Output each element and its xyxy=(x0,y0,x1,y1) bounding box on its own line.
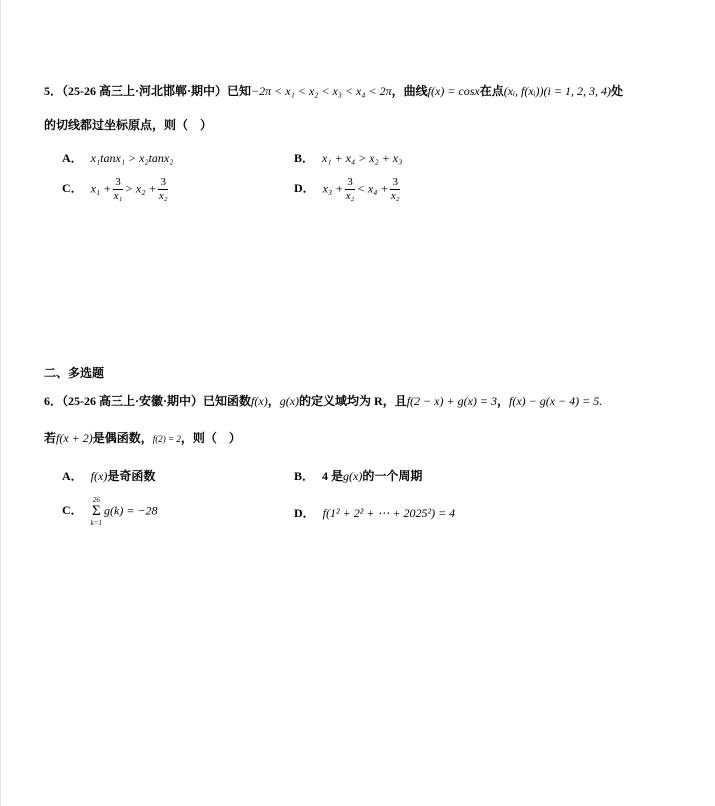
q6-text: ， xyxy=(267,394,280,408)
fraction-denominator: x₂ xyxy=(345,190,355,202)
q6-option-c[interactable] xyxy=(62,496,158,527)
option-text: 是奇函数 xyxy=(107,469,156,483)
option-label: B． xyxy=(294,469,315,483)
q6-text: ， xyxy=(496,394,509,408)
option-text: 4 是 xyxy=(322,469,344,483)
option-text: 的一个周期 xyxy=(362,469,423,483)
q6-math: f(2 − x) + g(x) = 3 xyxy=(406,394,497,408)
fraction-numerator: 3 xyxy=(160,176,166,188)
q6-text: 已知函数 xyxy=(203,394,252,408)
fraction-denominator: x₁ xyxy=(113,190,123,202)
option-math: x₁ + x₄ > x₂ + x₃ xyxy=(322,151,403,165)
option-math: f(x) xyxy=(90,469,108,483)
q6-math: f(x) − g(x − 4) = 5 xyxy=(509,394,600,408)
q5-function: f(x) = cosx xyxy=(427,84,480,98)
option-label: A． xyxy=(62,469,83,483)
option-label: B． xyxy=(294,151,315,165)
option-math: x₃ + xyxy=(322,181,344,196)
option-math: x₁ + xyxy=(90,181,112,196)
option-label: C． xyxy=(62,181,83,196)
q5-option-d[interactable] xyxy=(294,176,402,203)
fraction xyxy=(390,176,400,203)
q5-stem-line2: 的切线都过坐标原点，则（ ） xyxy=(44,118,213,132)
option-label: D． xyxy=(294,181,315,196)
q5-text: ，曲线 xyxy=(391,84,428,98)
q5-text: 已知 xyxy=(227,84,252,98)
option-label: C． xyxy=(62,503,83,518)
q6-stem-line1 xyxy=(44,392,602,409)
option-math: g(k) = −28 xyxy=(104,503,158,518)
fraction xyxy=(345,176,355,203)
fraction xyxy=(113,176,123,203)
q6-number: 6． xyxy=(44,394,63,408)
option-label: D． xyxy=(294,506,315,520)
q6-text: 是偶函数， xyxy=(92,431,153,445)
q6-math: f(2) = 2 xyxy=(152,434,181,444)
q6-text: 若 xyxy=(44,431,57,445)
q5-text: 处 xyxy=(610,84,623,98)
q6-text: ，则（ ） xyxy=(180,431,241,445)
q6-option-b[interactable] xyxy=(294,467,422,484)
sigma-symbol: Σ xyxy=(91,503,101,519)
summation xyxy=(91,496,102,527)
q5-option-a[interactable] xyxy=(62,149,173,166)
q5-point: (xᵢ, f(xᵢ))(i = 1, 2, 3, 4) xyxy=(503,84,611,98)
q6-math: f(x + 2) xyxy=(56,431,93,445)
section-title: 二、多选题 xyxy=(44,366,105,380)
fraction-numerator: 3 xyxy=(347,176,353,188)
sum-lower-limit: k=1 xyxy=(90,519,103,527)
q5-option-b[interactable] xyxy=(294,149,402,166)
fraction-denominator: x₂ xyxy=(390,190,400,202)
sum-upper-limit: 26 xyxy=(92,496,100,504)
q5-stem-line1 xyxy=(44,82,623,99)
q5-option-c[interactable] xyxy=(62,176,170,203)
q5-inequality: −2π < x₁ < x₂ < x₃ < x₄ < 2π xyxy=(251,84,392,98)
q6-math: g(x) xyxy=(279,394,300,408)
option-math: < x₄ + xyxy=(356,181,389,196)
q5-number: 5． xyxy=(44,84,63,98)
q6-stem-line2 xyxy=(44,429,241,446)
fraction-denominator: x₂ xyxy=(158,190,168,202)
option-math: > x₂ + xyxy=(124,181,157,196)
option-label: A． xyxy=(62,151,83,165)
fraction-numerator: 3 xyxy=(392,176,398,188)
q6-option-d[interactable] xyxy=(294,504,455,521)
q5-source: （25-26 高三上·河北邯郸·期中） xyxy=(62,84,228,98)
page-left-border xyxy=(0,0,1,806)
q6-option-a[interactable] xyxy=(62,467,155,484)
fraction xyxy=(158,176,168,203)
q6-text: . xyxy=(599,394,603,408)
fraction-numerator: 3 xyxy=(115,176,121,188)
q6-text: 的定义域均为 R，且 xyxy=(299,394,407,408)
q6-math: f(x) xyxy=(251,394,268,408)
option-math: f(1² + 2² + ⋯ + 2025²) = 4 xyxy=(322,506,456,520)
q5-text: 在点 xyxy=(479,84,504,98)
option-math: x₁tanx₁ > x₂tanx₂ xyxy=(90,151,174,165)
option-math: g(x) xyxy=(343,469,363,483)
q6-source: （25-26 高三上·安徽·期中） xyxy=(62,394,204,408)
